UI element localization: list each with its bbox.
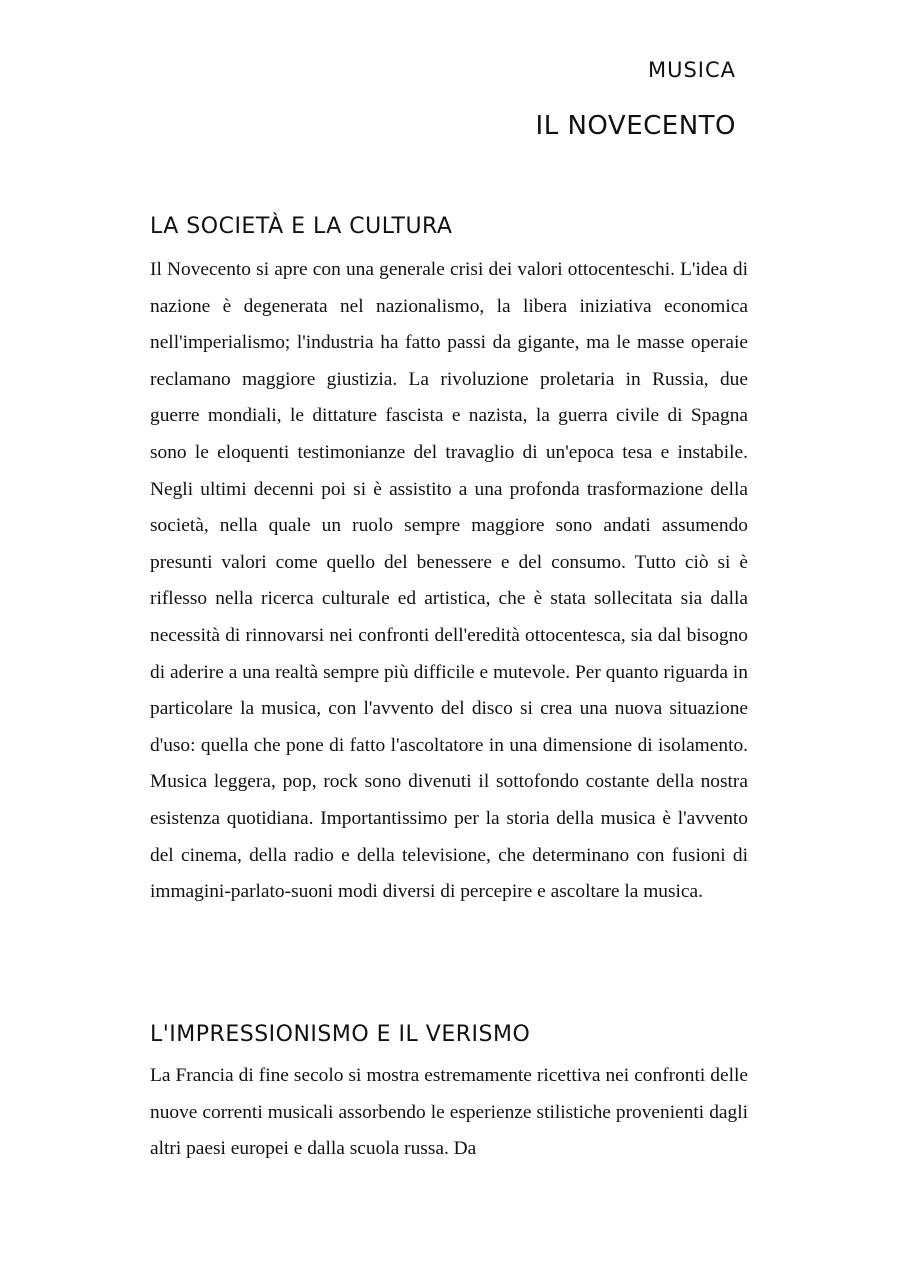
chapter-title: IL NOVECENTO: [535, 111, 736, 141]
section-paragraph-society-culture: Il Novecento si apre con una generale crisi dei valori ottocenteschi. L'idea di nazione è degenerata nel nazionalismo, la libera iniziativa economica nell'imperialismo; l'industria ha fatto passi da gigante, ma le masse operaie reclamano maggiore giustizia. La rivoluzione proletaria in Russia, due guerre mondiali, le dittature fascista e nazista, la guerra civile di Spagna sono le eloquenti testimonianze del travaglio di un'epoca tesa e instabile. Negli ultimi decenni poi si è assistito a una profonda trasformazione della società, nella quale un ruolo sempre maggiore sono andati assumendo presunti valori come quello del benessere e del consumo. Tutto ciò si è riflesso nella ricerca culturale ed artistica, che è stata sollecitata sia dalla necessità di rinnovarsi nei confronti dell'eredità ottocentesca, sia dal bisogno di aderire a una realtà sempre più difficile e mutevole. Per quanto riguarda in particolare la musica, con l'avvento del disco si crea una nuova situazione d'uso: quella che pone di fatto l'ascoltatore in una dimensione di isolamento. Musica leggera, pop, rock sono divenuti il sottofondo costante della nostra esistenza quotidiana. Importantissimo per la storia della musica è l'avvento del cinema, della radio e della televisione, che determinano con fusioni di immagini-parlato-suoni modi diversi di percepire e ascoltare la musica.: [150, 259, 748, 903]
subject-label: MUSICA: [647, 58, 736, 82]
section-heading-society-culture: LA SOCIETÀ E LA CULTURA: [150, 214, 453, 239]
section-heading-impressionism-verism: L'IMPRESSIONISMO E IL VERISMO: [150, 1022, 531, 1047]
section-paragraph-impressionism-verism: La Francia di fine secolo si mostra estremamente ricettiva nei confronti delle nuove correnti musicali assorbendo le esperienze stilistiche provenienti dagli altri paesi europei e dalla scuola russa. Da: [150, 1065, 748, 1160]
